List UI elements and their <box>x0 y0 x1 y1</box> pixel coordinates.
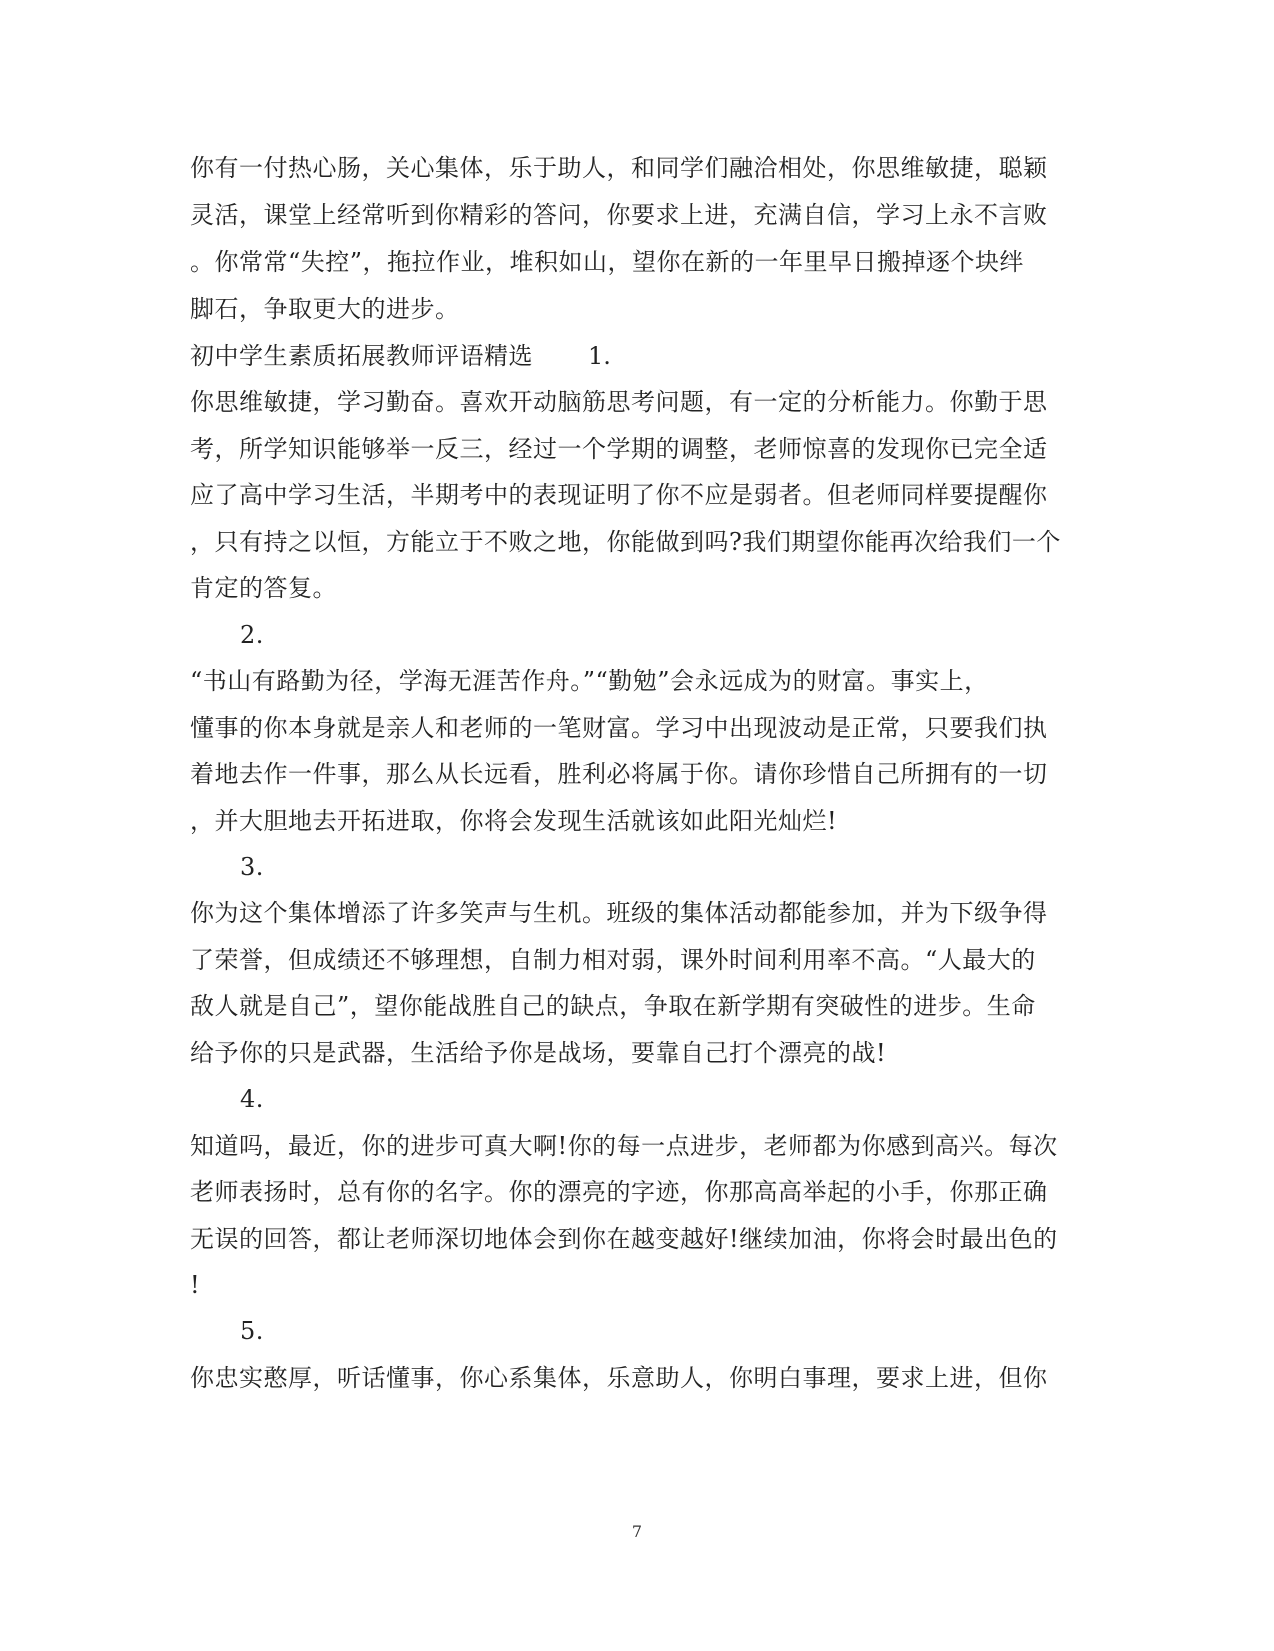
comment-4-line-2: 老师表扬时，总有你的名字。你的漂亮的字迹，你那高高举起的小手，你那正确 <box>190 1178 1048 1206</box>
intro-line-4: 脚石，争取更大的进步。 <box>190 295 460 323</box>
section-heading-number: 1. <box>588 342 611 370</box>
comment-3-line-4: 给予你的只是武器，生活给予你是战场，要靠自己打个漂亮的战! <box>190 1039 887 1067</box>
comment-number-3: 3. <box>240 853 264 881</box>
comment-5-line-1: 你忠实憨厚，听话懂事，你心系集体，乐意助人，你明白事理，要求上进，但你 <box>190 1364 1048 1392</box>
comment-1-line-1: 你思维敏捷，学习勤奋。喜欢开动脑筋思考问题，有一定的分析能力。你勤于思 <box>190 388 1048 416</box>
comment-1-line-3: 应了高中学习生活，半期考中的表现证明了你不应是弱者。但老师同样要提醒你 <box>190 481 1048 509</box>
comment-number-4: 4. <box>240 1085 264 1113</box>
comment-3-line-3: 敌人就是自己”，望你能战胜自己的缺点，争取在新学期有突破性的进步。生命 <box>190 992 1036 1020</box>
page-number: 7 <box>631 1522 643 1541</box>
intro-line-1: 你有一付热心肠，关心集体，乐于助人，和同学们融洽相处，你思维敏捷，聪颖 <box>190 154 1048 182</box>
section-heading: 初中学生素质拓展教师评语精选 <box>190 342 533 370</box>
comment-number-2: 2. <box>240 621 264 649</box>
comment-1-line-5: 肯定的答复。 <box>190 574 337 602</box>
comment-4-line-4: ! <box>190 1271 201 1299</box>
comment-2-line-1: “书山有路勤为径，学海无涯苦作舟。”“勤勉”会永远成为的财富。事实上， <box>190 667 989 695</box>
comment-4-line-3: 无误的回答，都让老师深切地体会到你在越变越好!继续加油，你将会时最出色的 <box>190 1225 1058 1253</box>
comment-3-line-2: 了荣誉，但成绩还不够理想，自制力相对弱，课外时间利用率不高。“人最大的 <box>190 946 1036 974</box>
comment-2-line-2: 懂事的你本身就是亲人和老师的一笔财富。学习中出现波动是正常，只要我们执 <box>190 714 1048 742</box>
comment-3-line-1: 你为这个集体增添了许多笑声与生机。班级的集体活动都能参加，并为下级争得 <box>190 899 1048 927</box>
comment-4-line-1: 知道吗，最近，你的进步可真大啊!你的每一点进步，老师都为你感到高兴。每次 <box>190 1132 1058 1160</box>
comment-number-5: 5. <box>240 1317 264 1345</box>
intro-line-2: 灵活，课堂上经常听到你精彩的答问，你要求上进，充满自信，学习上永不言败 <box>190 201 1048 229</box>
comment-2-line-4: ，并大胆地去开拓进取，你将会发现生活就该如此阳光灿烂! <box>190 807 838 835</box>
comment-1-line-4: ，只有持之以恒，方能立于不败之地，你能做到吗?我们期望你能再次给我们一个 <box>190 528 1061 556</box>
intro-line-3: 。你常常“失控”，拖拉作业，堆积如山，望你在新的一年里早日搬掉逐个块绊 <box>190 248 1025 276</box>
comment-2-line-3: 着地去作一件事，那么从长远看，胜利必将属于你。请你珍惜自己所拥有的一切 <box>190 760 1048 788</box>
comment-1-line-2: 考，所学知识能够举一反三，经过一个学期的调整，老师惊喜的发现你已完全适 <box>190 435 1048 463</box>
